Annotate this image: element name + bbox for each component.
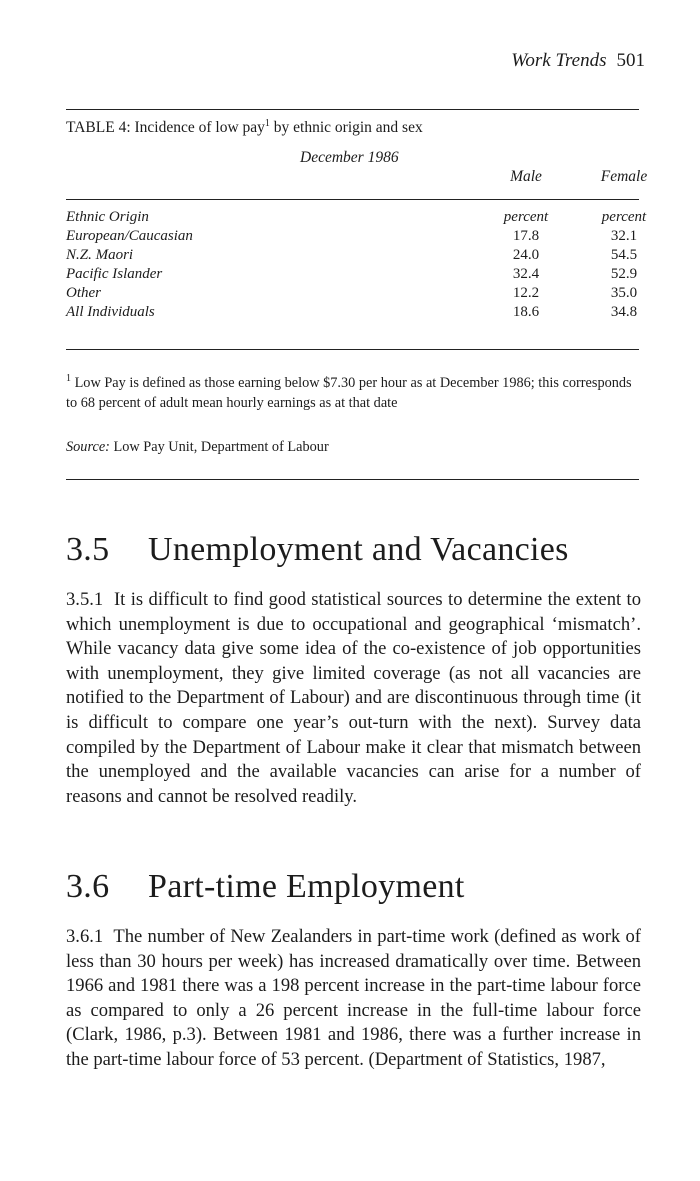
value-female: 34.8 [610, 304, 638, 320]
section-heading-unemployment [66, 531, 569, 569]
row-label: European/Caucasian [66, 228, 193, 244]
row-label: Ethnic Origin [66, 209, 149, 225]
section-title: Part-time Employment [148, 868, 465, 905]
table-row [66, 266, 639, 284]
value-female: 52.9 [610, 266, 638, 282]
paragraph-3-5-1 [66, 588, 641, 809]
row-label: Other [66, 285, 101, 301]
column-header-female: Female [600, 168, 648, 185]
page-number: 501 [616, 50, 645, 71]
footnote-number: 1 [66, 373, 71, 384]
table-subtitle: December 1986 [300, 149, 399, 166]
paragraph-number: 3.6.1 [66, 926, 104, 947]
value-female: 54.5 [610, 247, 638, 263]
value-male: 17.8 [512, 228, 540, 244]
row-label: All Individuals [66, 304, 155, 320]
table-caption-prefix: TABLE 4: Incidence of low pay [66, 119, 265, 137]
value-male: 32.4 [512, 266, 540, 282]
table-row [66, 285, 639, 303]
table-bottom-rule [66, 349, 639, 350]
table-header-row [66, 209, 647, 227]
paragraph-number: 3.5.1 [66, 589, 104, 610]
value-female: 35.0 [610, 285, 638, 301]
section-divider-rule [66, 479, 639, 480]
table-source [66, 439, 329, 456]
table-caption [66, 118, 423, 137]
unit-female: percent [601, 209, 647, 225]
section-number: 3.5 [66, 531, 110, 568]
row-label: Pacific Islander [66, 266, 163, 282]
running-head [511, 50, 645, 72]
table-footnote [66, 369, 639, 413]
paragraph-text: It is difficult to find good statistical sources to determine the extent to which unemployment is due to occupational and geographical ‘mismatch’. While vacancy data give some idea of the co-existence of job opportunities with unemployment, they give limited coverage (as not all vacancies are notified to the Department of Labour) and are discontinuous through time (it is difficult to compare one year’s out-turn with the next). Survey data compiled by the Department of Labour make it clear that mismatch between the unemployed and the available vacancies can arise for a number of reasons and cannot be resolved readily. [66, 589, 642, 807]
footnote-text: Low Pay is defined as those earning below $7.30 per hour as at December 1986; this corresponds to 68 percent of adult mean hourly earnings as at that date [66, 374, 632, 411]
table-row [66, 304, 639, 322]
table-caption-suffix: by ethnic origin and sex [269, 119, 423, 137]
table-header-rule [66, 199, 639, 200]
table-row [66, 247, 639, 265]
table-row [66, 228, 639, 246]
row-label: N.Z. Maori [66, 247, 134, 263]
paragraph-text: The number of New Zealanders in part-time work (defined as work of less than 30 hours per week) has increased dramatically over time. Between 1966 and 1981 there was a 198 percent increase in the part-time labour force as compared to only a 26 percent increase in the full-time labour force (Clark, 1986, p.3). Between 1981 and 1986, there was a further increase in the part-time labour force of 53 percent. (Department of Statistics, 1987, [66, 926, 642, 1070]
table-top-rule [66, 109, 639, 110]
section-heading-parttime [66, 868, 465, 906]
unit-male: percent [503, 209, 549, 225]
value-male: 24.0 [512, 247, 540, 263]
value-male: 18.6 [512, 304, 540, 320]
running-head-title: Work Trends [511, 50, 607, 71]
section-title: Unemployment and Vacancies [148, 531, 569, 568]
source-label: Source: [66, 439, 110, 455]
value-male: 12.2 [512, 285, 540, 301]
section-number: 3.6 [66, 868, 110, 905]
paragraph-3-6-1 [66, 925, 641, 1073]
source-text: Low Pay Unit, Department of Labour [109, 439, 329, 455]
value-female: 32.1 [610, 228, 638, 244]
column-header-male: Male [510, 168, 542, 185]
table-caption-footnote-ref: 1 [264, 118, 270, 129]
